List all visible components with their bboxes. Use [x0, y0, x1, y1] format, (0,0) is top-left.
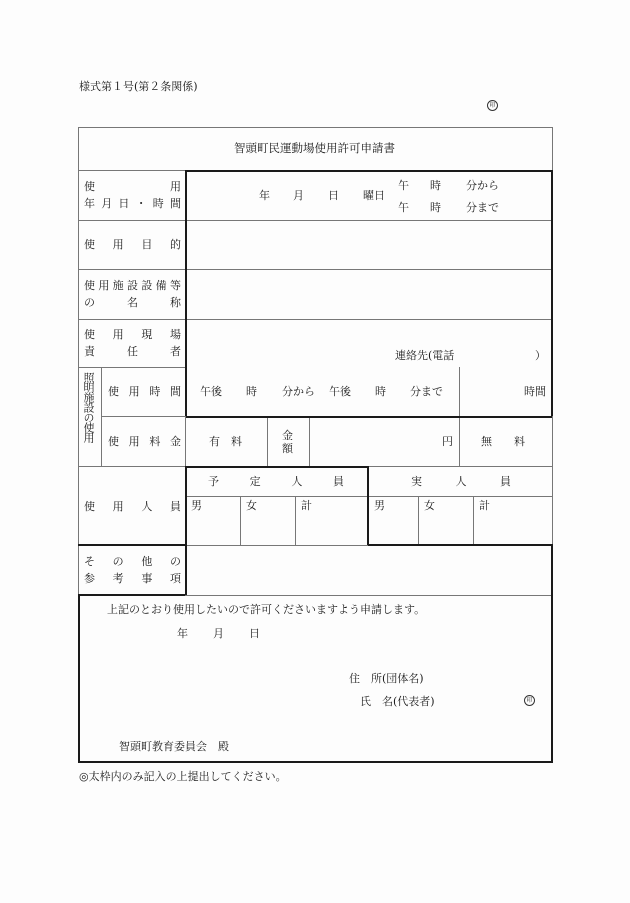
label-manager-line2: 責 任 者 — [84, 345, 181, 358]
label-lighting-group: 照明施設の使用 — [82, 372, 95, 442]
planned-male-label: 男 — [191, 499, 202, 512]
lighting-hour2: 時 — [375, 385, 386, 398]
actual-total-field[interactable] — [474, 512, 551, 544]
label-facility-line1: 使 用 施 設 設 備 等 — [84, 279, 181, 292]
application-date-field[interactable] — [130, 622, 260, 642]
date-month-unit: 月 — [213, 627, 224, 640]
label-lighting-fee: 使 用 料 金 — [108, 435, 181, 448]
date-year-unit: 年 — [177, 627, 188, 640]
lighting-pm1: 午後 — [200, 385, 222, 398]
usage-date-field[interactable] — [187, 172, 387, 220]
fee-paid-option[interactable]: 有 料 — [209, 435, 242, 448]
year-unit: 年 — [259, 189, 270, 202]
contact-close-paren: ） — [535, 349, 546, 362]
label-facility-line2: の 名 称 — [84, 296, 181, 309]
planned-users-header: 予 定 人 員 — [208, 475, 344, 488]
lighting-pm2: 午後 — [329, 385, 351, 398]
yen-unit: 円 — [442, 435, 453, 448]
address-field[interactable] — [440, 668, 540, 688]
to-hour-unit: 時 — [430, 201, 441, 214]
from-am-pm: 午 — [398, 179, 409, 192]
footer-note: ◎太枠内のみ記入の上提出してください。 — [79, 770, 287, 783]
label-other-line2: 参 考 事 項 — [84, 572, 181, 585]
actual-female-label: 女 — [424, 499, 435, 512]
lighting-hours-unit: 時間 — [524, 385, 546, 398]
to-am-pm: 午 — [398, 201, 409, 214]
label-usage-datetime-line1: 使 用 — [84, 180, 181, 193]
label-manager-line1: 使 用 現 場 — [84, 328, 181, 341]
planned-male-field[interactable] — [187, 512, 239, 544]
planned-female-field[interactable] — [241, 512, 294, 544]
planned-total-field[interactable] — [296, 512, 366, 544]
fee-free-option[interactable]: 無 料 — [481, 435, 525, 448]
actual-total-label: 計 — [479, 499, 490, 512]
label-lighting-time: 使 用 時 間 — [108, 385, 181, 398]
facility-field[interactable] — [187, 270, 551, 319]
label-other-line1: そ の 他 の — [84, 555, 181, 568]
contact-label: 連絡先(電話 — [395, 349, 455, 362]
actual-male-label: 男 — [374, 499, 385, 512]
name-field[interactable] — [445, 691, 520, 711]
day-unit: 日 — [328, 189, 339, 202]
name-label: 氏 名(代表者) — [360, 695, 435, 708]
planned-female-label: 女 — [246, 499, 257, 512]
date-day-unit: 日 — [249, 627, 260, 640]
form-number: 様式第１号(第２条関係) — [79, 80, 198, 93]
amount-label-2: 額 — [282, 442, 293, 455]
label-purpose: 使 用 目 的 — [84, 238, 181, 251]
lighting-min1: 分から — [282, 385, 315, 398]
actual-users-header: 実 人 員 — [411, 475, 511, 488]
seal-mark-applicant: 印 — [524, 695, 535, 706]
fee-amount-field[interactable] — [310, 417, 450, 466]
purpose-field[interactable] — [187, 221, 551, 269]
planned-total-label: 計 — [301, 499, 312, 512]
address-label: 住 所(団体名) — [349, 672, 424, 685]
label-users: 使 用 人 員 — [84, 500, 181, 513]
actual-male-field[interactable] — [370, 512, 417, 544]
other-notes-field[interactable] — [187, 546, 551, 594]
from-hour-unit: 時 — [430, 179, 441, 192]
weekday-unit: 曜日 — [363, 189, 385, 202]
amount-label-1: 金 — [282, 429, 293, 442]
manager-name-field[interactable] — [187, 320, 551, 348]
form-title: 智頭町民運動場使用許可申請書 — [234, 141, 395, 155]
label-usage-datetime-line2: 年 月 日 ・ 時 間 — [84, 197, 181, 210]
lighting-min2: 分まで — [410, 385, 443, 398]
seal-mark-top: 印 — [487, 100, 498, 111]
lighting-hour1: 時 — [246, 385, 257, 398]
to-min-unit: 分まで — [466, 201, 499, 214]
actual-female-field[interactable] — [419, 512, 472, 544]
from-min-unit: 分から — [466, 179, 499, 192]
month-unit: 月 — [293, 189, 304, 202]
addressee: 智頭町教育委員会 殿 — [119, 740, 229, 753]
contact-phone-field[interactable] — [462, 347, 538, 365]
declaration-statement: 上記のとおり使用したいので許可くださいますよう申請します。 — [107, 603, 426, 616]
